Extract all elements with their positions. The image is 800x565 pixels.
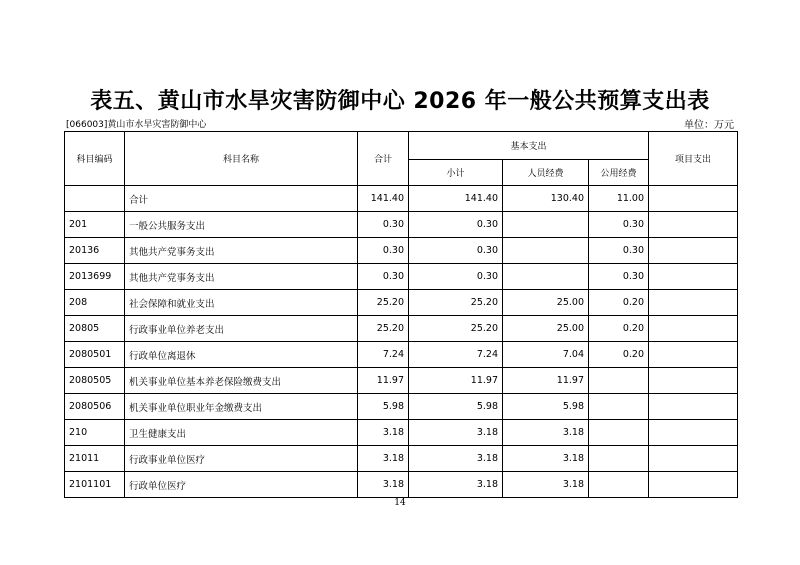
cell-total: 11.97 xyxy=(358,368,409,394)
header-total: 合计 xyxy=(358,132,409,186)
table-row xyxy=(65,342,738,368)
cell-code: 2080501 xyxy=(65,342,125,368)
cell-name: 行政事业单位医疗 xyxy=(125,446,358,472)
table-row xyxy=(65,420,738,446)
cell-subtotal: 5.98 xyxy=(409,394,503,420)
cell-subtotal: 3.18 xyxy=(409,446,503,472)
page-number: 14 xyxy=(394,498,406,508)
cell-public xyxy=(589,368,649,394)
cell-subtotal: 0.30 xyxy=(409,264,503,290)
cell-project xyxy=(649,394,738,420)
table-row xyxy=(65,316,738,342)
cell-subtotal: 11.97 xyxy=(409,368,503,394)
cell-public: 0.20 xyxy=(589,290,649,316)
cell-code: 208 xyxy=(65,290,125,316)
cell-project xyxy=(649,290,738,316)
cell-subtotal: 3.18 xyxy=(409,420,503,446)
cell-name: 卫生健康支出 xyxy=(125,420,358,446)
cell-code: 201 xyxy=(65,212,125,238)
cell-total: 7.24 xyxy=(358,342,409,368)
cell-subtotal: 0.30 xyxy=(409,238,503,264)
table-row xyxy=(65,264,738,290)
cell-project xyxy=(649,368,738,394)
cell-personnel: 3.18 xyxy=(503,420,589,446)
cell-project xyxy=(649,212,738,238)
cell-name: 其他共产党事务支出 xyxy=(125,238,358,264)
table-row xyxy=(65,368,738,394)
table-row xyxy=(65,238,738,264)
cell-public: 0.20 xyxy=(589,316,649,342)
cell-public: 0.30 xyxy=(589,238,649,264)
cell-subtotal: 25.20 xyxy=(409,290,503,316)
cell-subtotal: 25.20 xyxy=(409,316,503,342)
cell-project xyxy=(649,472,738,498)
header-personnel: 人员经费 xyxy=(503,160,589,186)
cell-public: 0.20 xyxy=(589,342,649,368)
cell-subtotal: 3.18 xyxy=(409,472,503,498)
cell-public xyxy=(589,420,649,446)
cell-total: 3.18 xyxy=(358,472,409,498)
cell-code xyxy=(65,186,125,212)
cell-code: 2080505 xyxy=(65,368,125,394)
unit-label: 单位：万元 xyxy=(684,120,734,131)
cell-project xyxy=(649,420,738,446)
cell-total: 25.20 xyxy=(358,290,409,316)
cell-subtotal: 141.40 xyxy=(409,186,503,212)
cell-subtotal: 7.24 xyxy=(409,342,503,368)
header-name: 科目名称 xyxy=(125,132,358,186)
cell-code: 20136 xyxy=(65,238,125,264)
table-body xyxy=(65,186,738,498)
table-row xyxy=(65,290,738,316)
cell-personnel: 11.97 xyxy=(503,368,589,394)
cell-subtotal: 0.30 xyxy=(409,212,503,238)
header-project: 项目支出 xyxy=(649,132,738,186)
cell-code: 210 xyxy=(65,420,125,446)
cell-personnel xyxy=(503,264,589,290)
cell-name: 机关事业单位基本养老保险缴费支出 xyxy=(125,368,358,394)
cell-total: 0.30 xyxy=(358,238,409,264)
cell-personnel xyxy=(503,212,589,238)
cell-personnel: 7.04 xyxy=(503,342,589,368)
header-code: 科目编码 xyxy=(65,132,125,186)
cell-code: 2101101 xyxy=(65,472,125,498)
table-row xyxy=(65,212,738,238)
cell-project xyxy=(649,446,738,472)
cell-personnel: 3.18 xyxy=(503,472,589,498)
cell-public xyxy=(589,472,649,498)
cell-code: 21011 xyxy=(65,446,125,472)
cell-name: 一般公共服务支出 xyxy=(125,212,358,238)
header-public: 公用经费 xyxy=(589,160,649,186)
cell-name: 其他共产党事务支出 xyxy=(125,264,358,290)
cell-personnel: 25.00 xyxy=(503,290,589,316)
cell-project xyxy=(649,264,738,290)
cell-total: 3.18 xyxy=(358,420,409,446)
cell-public xyxy=(589,446,649,472)
cell-project xyxy=(649,342,738,368)
cell-name: 社会保障和就业支出 xyxy=(125,290,358,316)
cell-personnel: 3.18 xyxy=(503,446,589,472)
cell-total: 141.40 xyxy=(358,186,409,212)
cell-name: 合计 xyxy=(125,186,358,212)
cell-total: 0.30 xyxy=(358,264,409,290)
cell-name: 行政事业单位养老支出 xyxy=(125,316,358,342)
budget-table xyxy=(64,131,738,498)
cell-public xyxy=(589,394,649,420)
table-row xyxy=(65,186,738,212)
cell-name: 行政单位医疗 xyxy=(125,472,358,498)
cell-name: 行政单位离退休 xyxy=(125,342,358,368)
cell-public: 0.30 xyxy=(589,212,649,238)
cell-personnel xyxy=(503,238,589,264)
cell-project xyxy=(649,316,738,342)
header-basic: 基本支出 xyxy=(409,132,649,160)
header-subtotal: 小计 xyxy=(409,160,503,186)
cell-project xyxy=(649,238,738,264)
cell-name: 机关事业单位职业年金缴费支出 xyxy=(125,394,358,420)
cell-total: 0.30 xyxy=(358,212,409,238)
table-row xyxy=(65,446,738,472)
cell-code: 2080506 xyxy=(65,394,125,420)
cell-total: 25.20 xyxy=(358,316,409,342)
cell-project xyxy=(649,186,738,212)
cell-total: 5.98 xyxy=(358,394,409,420)
cell-public: 0.30 xyxy=(589,264,649,290)
organization-label: [066003]黄山市水旱灾害防御中心 xyxy=(66,120,207,130)
cell-code: 2013699 xyxy=(65,264,125,290)
cell-personnel: 25.00 xyxy=(503,316,589,342)
page-title: 表五、黄山市水旱灾害防御中心 2026 年一般公共预算支出表 xyxy=(90,89,710,114)
cell-code: 20805 xyxy=(65,316,125,342)
cell-personnel: 130.40 xyxy=(503,186,589,212)
cell-total: 3.18 xyxy=(358,446,409,472)
table-header xyxy=(65,132,738,186)
cell-public: 11.00 xyxy=(589,186,649,212)
cell-personnel: 5.98 xyxy=(503,394,589,420)
table-row xyxy=(65,472,738,498)
table-row xyxy=(65,394,738,420)
